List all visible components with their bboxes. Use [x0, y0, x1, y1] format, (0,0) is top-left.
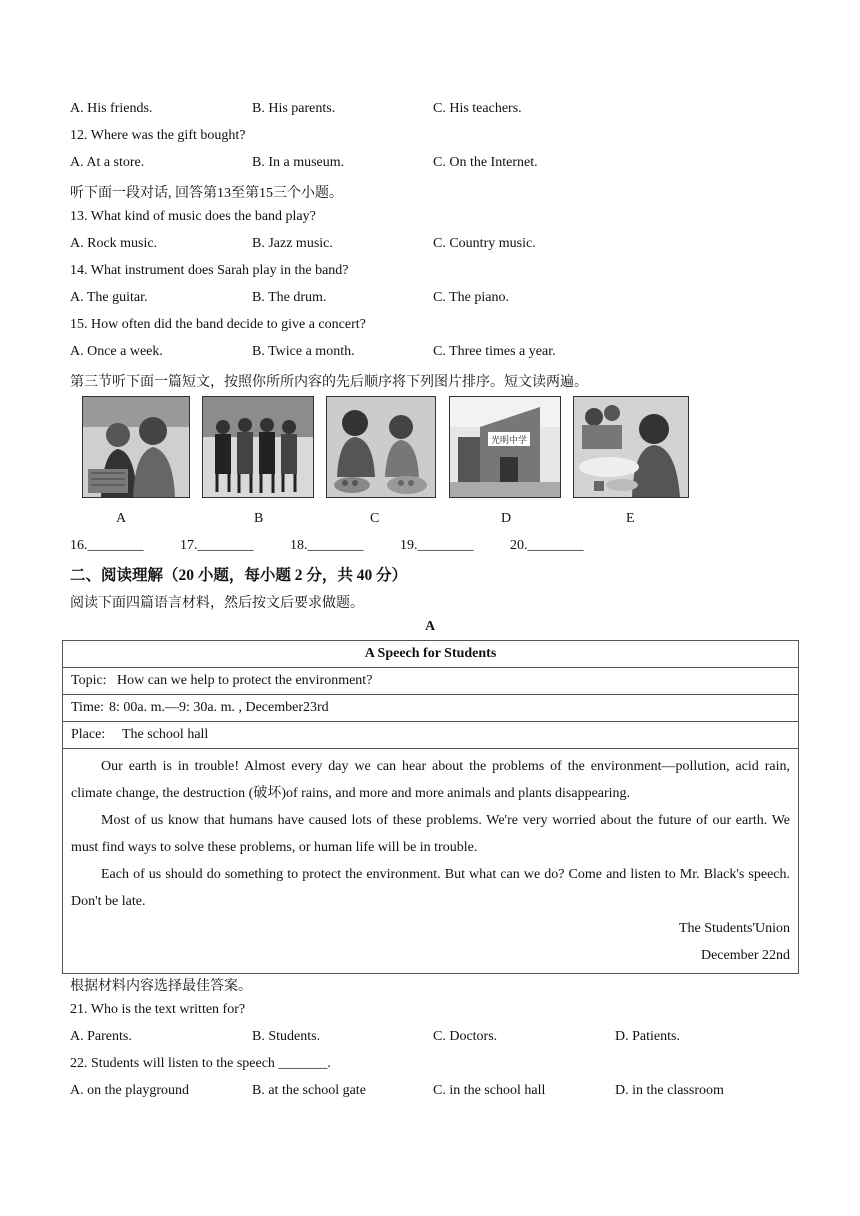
place-value: The school hall	[122, 727, 209, 742]
school-sign-text: 光明中学	[490, 436, 528, 446]
q21-option-d: D. Patients.	[615, 1029, 680, 1044]
part2-instruction: 阅读下面四篇语言材料，然后按文后要求做题。	[70, 596, 364, 611]
q22-option-c: C. in the school hall	[433, 1083, 546, 1098]
topic-value: How can we help to protect the environment?	[117, 673, 373, 688]
notice-paragraph-2: Most of us know that humans have caused lots of these problems. We're very worried about the future of our earth. We must find ways to solve these problems, or human life will be in trouble.	[71, 813, 790, 855]
q12-question: 12. Where was the gift bought?	[70, 128, 246, 143]
q12-option-c: C. On the Internet.	[433, 155, 538, 170]
picture-d-illustration	[450, 397, 560, 497]
notice-body	[63, 749, 799, 974]
notice-table	[62, 640, 799, 974]
notice-date: December 22nd	[700, 948, 790, 963]
q14-option-c: C. The piano.	[433, 290, 509, 305]
picture-label-b: B	[254, 511, 264, 526]
q14-question: 14. What instrument does Sarah play in the band?	[70, 263, 349, 278]
blank-19[interactable]: 19.________	[400, 538, 474, 553]
q13-question: 13. What kind of music does the band play?	[70, 209, 316, 224]
blank-16[interactable]: 16.________	[70, 538, 144, 553]
q14-option-b: B. The drum.	[252, 290, 327, 305]
picture-a-illustration	[83, 397, 189, 497]
picture-label-d: D	[501, 511, 512, 526]
picture-d	[449, 396, 561, 498]
q22-option-b: B. at the school gate	[252, 1083, 366, 1098]
dialog-instruction: 听下面一段对话, 回答第13至第15三个小题。	[70, 186, 343, 201]
time-label: Time:	[71, 700, 104, 715]
section3-instruction: 第三节听下面一篇短文，按照你所所内容的先后顺序将下列图片排序。短文读两遍。	[70, 375, 588, 390]
topic-label: Topic:	[71, 673, 107, 688]
q21-question: 21. Who is the text written for?	[70, 1002, 246, 1017]
notice-place-row	[63, 722, 799, 749]
q21-option-a: A. Parents.	[70, 1029, 132, 1044]
q11-option-c: C. His teachers.	[433, 101, 522, 116]
picture-label-a: A	[116, 511, 127, 526]
q12-option-a: A. At a store.	[70, 155, 145, 170]
picture-label-e: E	[626, 511, 635, 526]
q21-option-b: B. Students.	[252, 1029, 321, 1044]
notice-time-row	[63, 695, 799, 722]
picture-label-c: C	[370, 511, 380, 526]
q15-option-c: C. Three times a year.	[433, 344, 556, 359]
q13-option-b: B. Jazz music.	[252, 236, 333, 251]
picture-e-illustration	[574, 397, 688, 497]
q22-option-a: A. on the playground	[70, 1083, 189, 1098]
q12-option-b: B. In a museum.	[252, 155, 345, 170]
passage-label: A	[424, 619, 436, 634]
picture-e	[573, 396, 689, 498]
part2-heading: 二、阅读理解（20 小题，每小题 2 分，共 40 分）	[70, 567, 408, 584]
notice-paragraph-3: Each of us should do something to protect the environment. But what can we do? Come and listen to Mr. Black's speech. Don't be late.	[71, 867, 790, 909]
notice-signer: The Students'Union	[678, 921, 790, 936]
picture-c-illustration	[327, 397, 435, 497]
q13-option-c: C. Country music.	[433, 236, 536, 251]
q22-question: 22. Students will listen to the speech _______.	[70, 1056, 331, 1071]
picture-c	[326, 396, 436, 498]
q13-option-a: A. Rock music.	[70, 236, 158, 251]
choose-instruction: 根据材料内容选择最佳答案。	[70, 979, 252, 994]
q15-option-b: B. Twice a month.	[252, 344, 355, 359]
q11-option-b: B. His parents.	[252, 101, 336, 116]
place-label: Place:	[71, 727, 106, 742]
q21-option-c: C. Doctors.	[433, 1029, 498, 1044]
q15-option-a: A. Once a week.	[70, 344, 163, 359]
q22-option-d: D. in the classroom	[615, 1083, 724, 1098]
q15-question: 15. How often did the band decide to give a concert?	[70, 317, 366, 332]
picture-b	[202, 396, 314, 498]
blank-18[interactable]: 18.________	[290, 538, 364, 553]
notice-title: A Speech for Students	[63, 641, 799, 668]
picture-b-illustration	[203, 397, 313, 497]
blank-17[interactable]: 17.________	[180, 538, 254, 553]
time-value: 8: 00a. m.—9: 30a. m. , December23rd	[109, 700, 329, 715]
notice-topic-row	[63, 668, 799, 695]
picture-a	[82, 396, 190, 498]
blank-20[interactable]: 20.________	[510, 538, 584, 553]
q11-option-a: A. His friends.	[70, 101, 153, 116]
notice-paragraph-1: Our earth is in trouble! Almost every day we can hear about the problems of the environment—pollution, acid rain, climate change, the destruction (破坏)of rains, and more and more animals and plants disappearing.	[71, 759, 790, 801]
q14-option-a: A. The guitar.	[70, 290, 148, 305]
